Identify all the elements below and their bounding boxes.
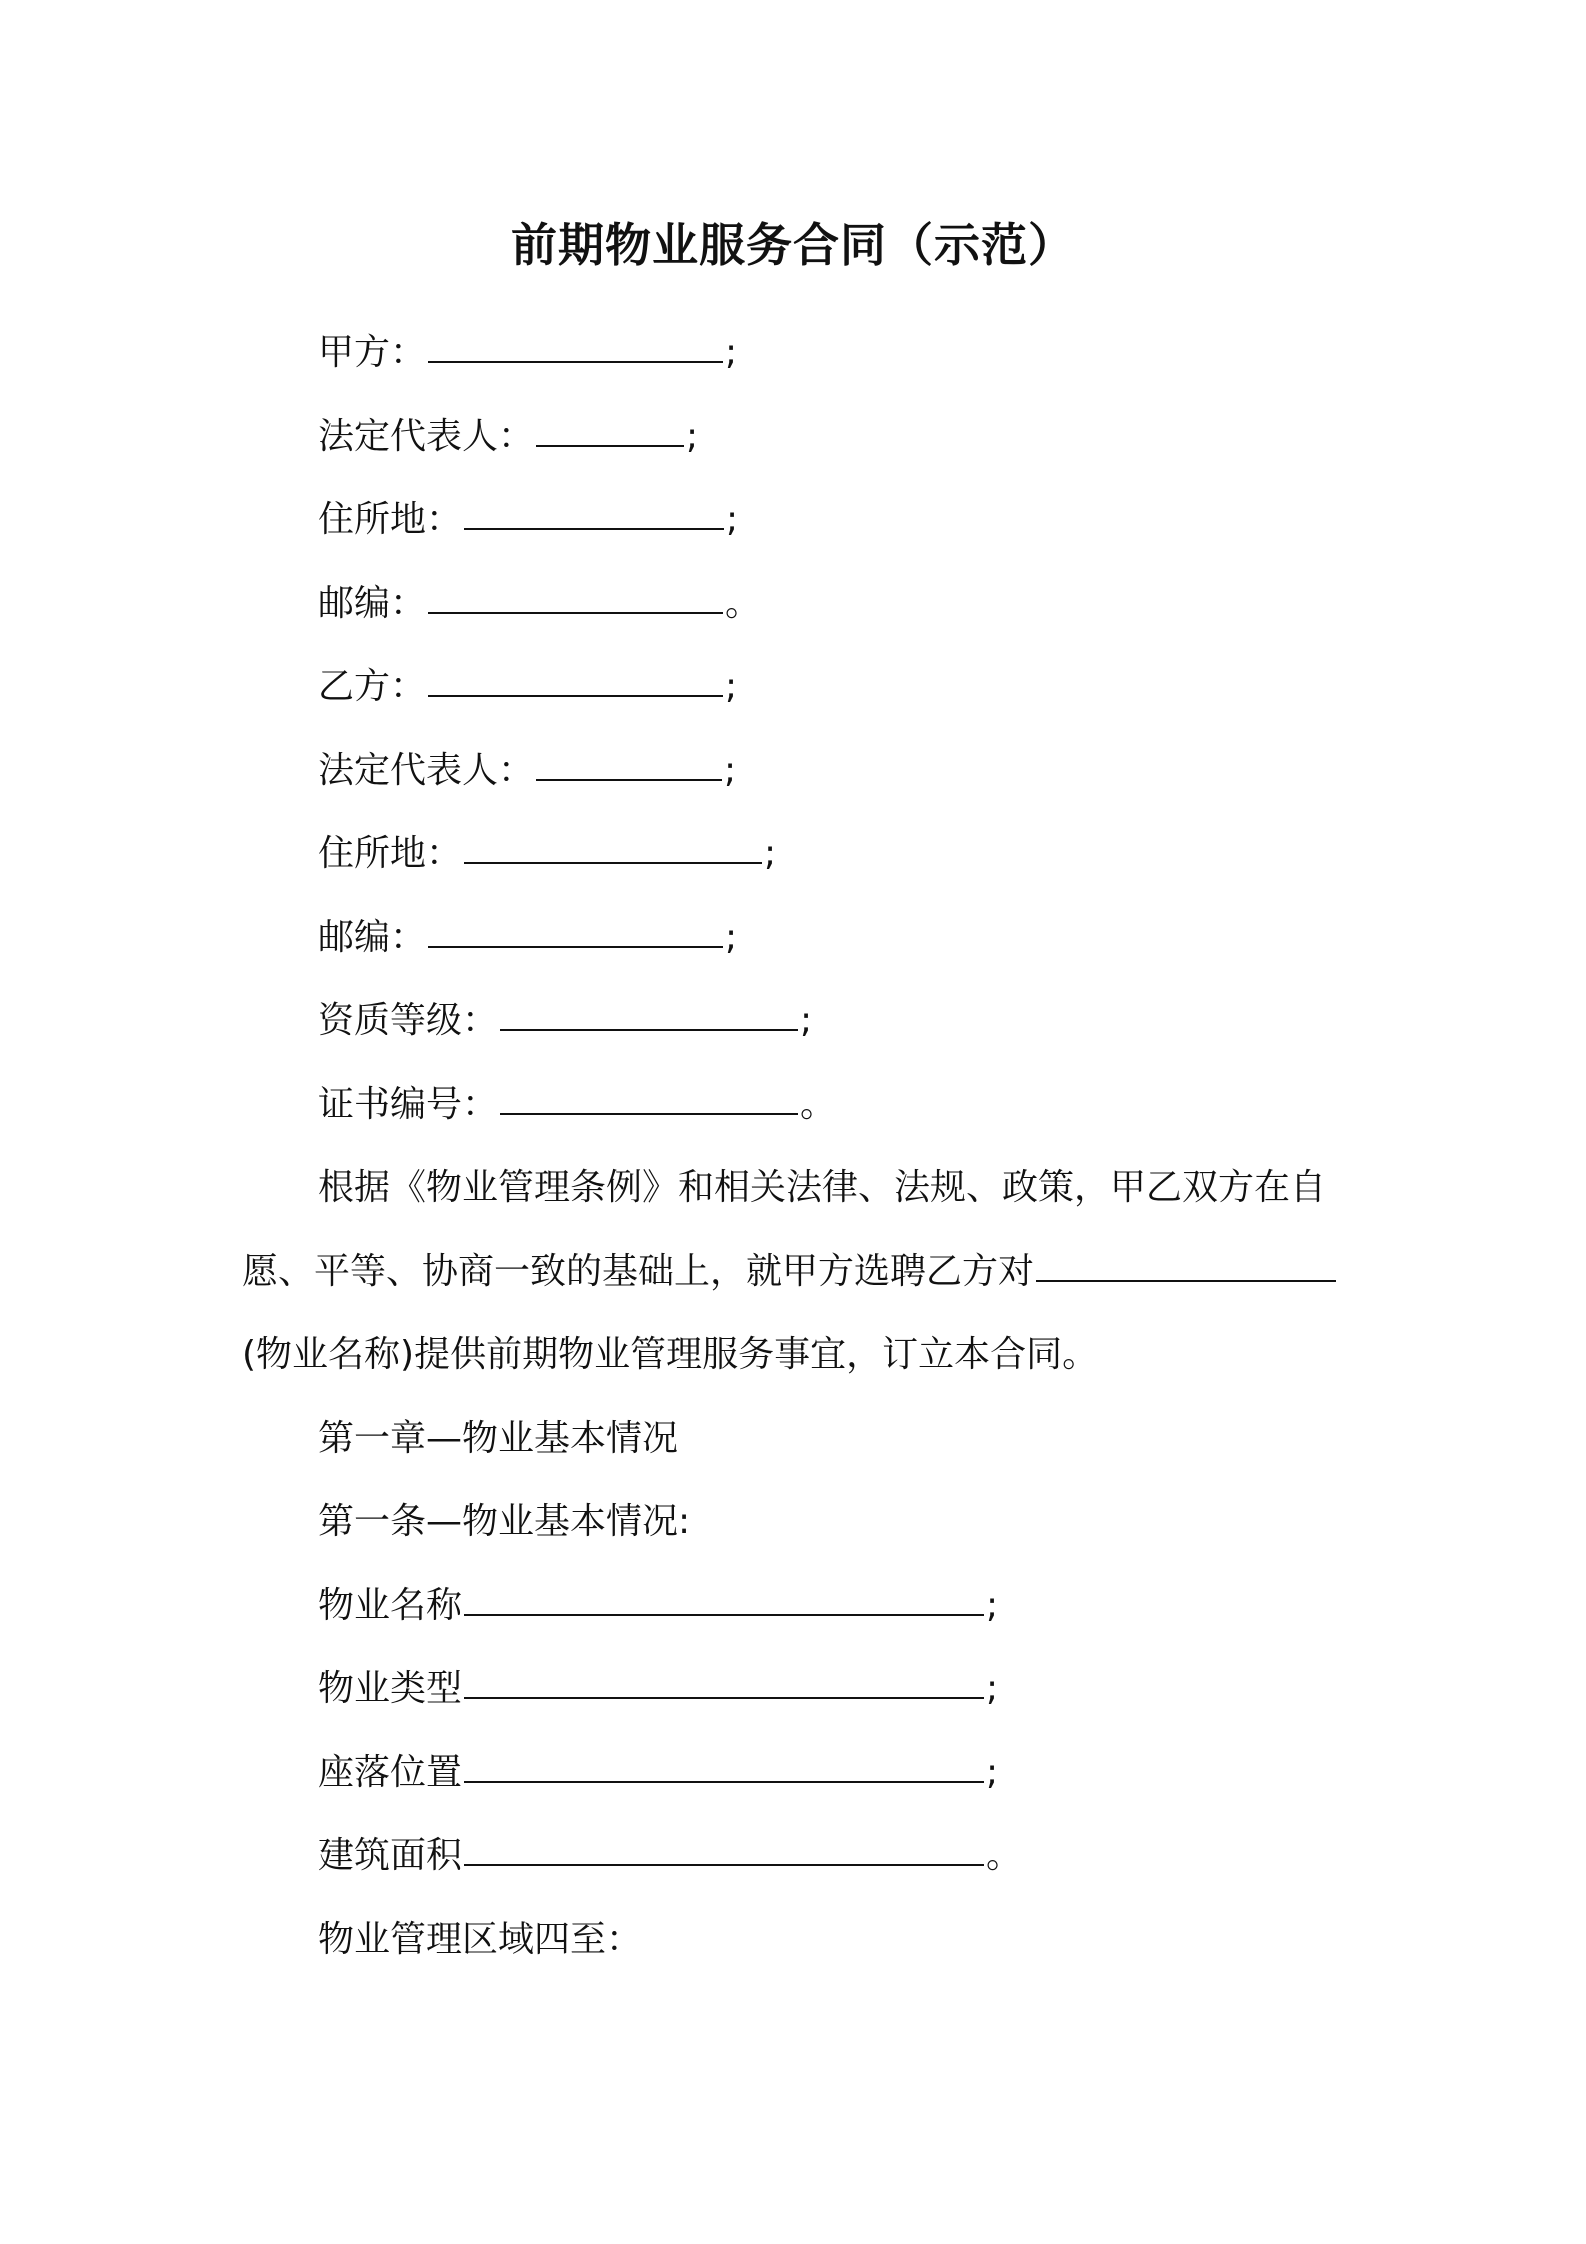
party-a-name-row — [318, 328, 737, 378]
party-b-address-end: ; — [764, 833, 777, 874]
party-b-cert-end: 。 — [800, 1084, 837, 1125]
party-b-postcode-row — [318, 913, 737, 963]
property-name-end: ; — [986, 1585, 999, 1626]
party-b-grade-blank[interactable] — [500, 1029, 798, 1031]
party-b-cert-label: 证书编号： — [318, 1084, 499, 1125]
preamble-line-3 — [242, 1330, 1098, 1380]
document-title: 前期物业服务合同（示范） — [511, 218, 1075, 272]
party-b-cert-blank[interactable] — [500, 1113, 798, 1115]
preamble-text-1: 根据《物业管理条例》和相关法律、法规、政策，甲乙双方在自 — [318, 1167, 1327, 1208]
chapter-1-heading-text: 第一章—物业基本情况 — [318, 1418, 679, 1459]
party-a-name-label: 甲方： — [318, 332, 427, 373]
property-location-end: ; — [986, 1752, 999, 1793]
party-a-postcode-label: 邮编： — [318, 583, 427, 624]
preamble-line-2 — [242, 1247, 1338, 1297]
party-b-grade-label: 资质等级： — [318, 1000, 499, 1041]
party-a-postcode-blank[interactable] — [428, 612, 723, 614]
party-b-rep-label: 法定代表人： — [318, 750, 535, 791]
party-a-address-blank[interactable] — [464, 528, 724, 530]
party-b-rep-end: ; — [724, 750, 737, 791]
party-a-rep-label: 法定代表人： — [318, 416, 535, 457]
article-1-heading-text: 第一条—物业基本情况: — [318, 1501, 691, 1542]
property-type-row — [318, 1664, 998, 1714]
party-b-address-row — [318, 829, 776, 879]
party-b-name-label: 乙方： — [318, 666, 427, 707]
property-type-end: ; — [986, 1668, 999, 1709]
party-a-address-row — [318, 495, 738, 545]
party-b-name-row — [318, 662, 737, 712]
boundary-row — [318, 1915, 642, 1965]
property-name-label: 物业名称 — [318, 1585, 463, 1626]
property-area-blank[interactable] — [464, 1864, 984, 1866]
party-b-address-blank[interactable] — [464, 862, 762, 864]
party-a-name-blank[interactable] — [428, 361, 723, 363]
party-b-name-end: ; — [725, 666, 738, 707]
party-b-postcode-blank[interactable] — [428, 946, 723, 948]
property-area-label: 建筑面积 — [318, 1835, 463, 1876]
property-name-row — [318, 1581, 998, 1631]
party-a-address-label: 住所地： — [318, 499, 463, 540]
boundary-label: 物业管理区域四至： — [318, 1919, 643, 1960]
party-b-postcode-end: ; — [725, 917, 738, 958]
property-type-blank[interactable] — [464, 1697, 984, 1699]
party-b-postcode-label: 邮编： — [318, 917, 427, 958]
property-location-row — [318, 1748, 998, 1798]
party-b-rep-row — [318, 746, 736, 796]
party-a-name-end: ; — [725, 332, 738, 373]
party-b-grade-end: ; — [800, 1000, 813, 1041]
party-a-rep-end: ; — [686, 416, 699, 457]
article-1-heading — [318, 1497, 690, 1547]
party-b-grade-row — [318, 996, 812, 1046]
party-b-cert-row — [318, 1080, 836, 1130]
party-a-rep-blank[interactable] — [536, 445, 684, 447]
party-b-address-label: 住所地： — [318, 833, 463, 874]
chapter-1-heading — [318, 1414, 678, 1464]
property-location-blank[interactable] — [464, 1781, 984, 1783]
party-a-address-end: ; — [726, 499, 739, 540]
property-area-end: 。 — [986, 1835, 1023, 1876]
preamble-line-1 — [318, 1163, 1326, 1213]
property-name-blank[interactable] — [1036, 1280, 1336, 1282]
party-a-postcode-end: 。 — [725, 583, 762, 624]
property-location-label: 座落位置 — [318, 1752, 463, 1793]
property-area-row — [318, 1831, 1022, 1881]
property-type-label: 物业类型 — [318, 1668, 463, 1709]
party-b-name-blank[interactable] — [428, 695, 723, 697]
preamble-text-3: (物业名称)提供前期物业管理服务事宜，订立本合同。 — [242, 1334, 1099, 1375]
property-name-field-blank[interactable] — [464, 1614, 984, 1616]
preamble-text-2: 愿、平等、协商一致的基础上，就甲方选聘乙方对 — [242, 1251, 1035, 1292]
party-a-rep-row — [318, 412, 698, 462]
party-a-postcode-row — [318, 579, 761, 629]
party-b-rep-blank[interactable] — [536, 779, 722, 781]
